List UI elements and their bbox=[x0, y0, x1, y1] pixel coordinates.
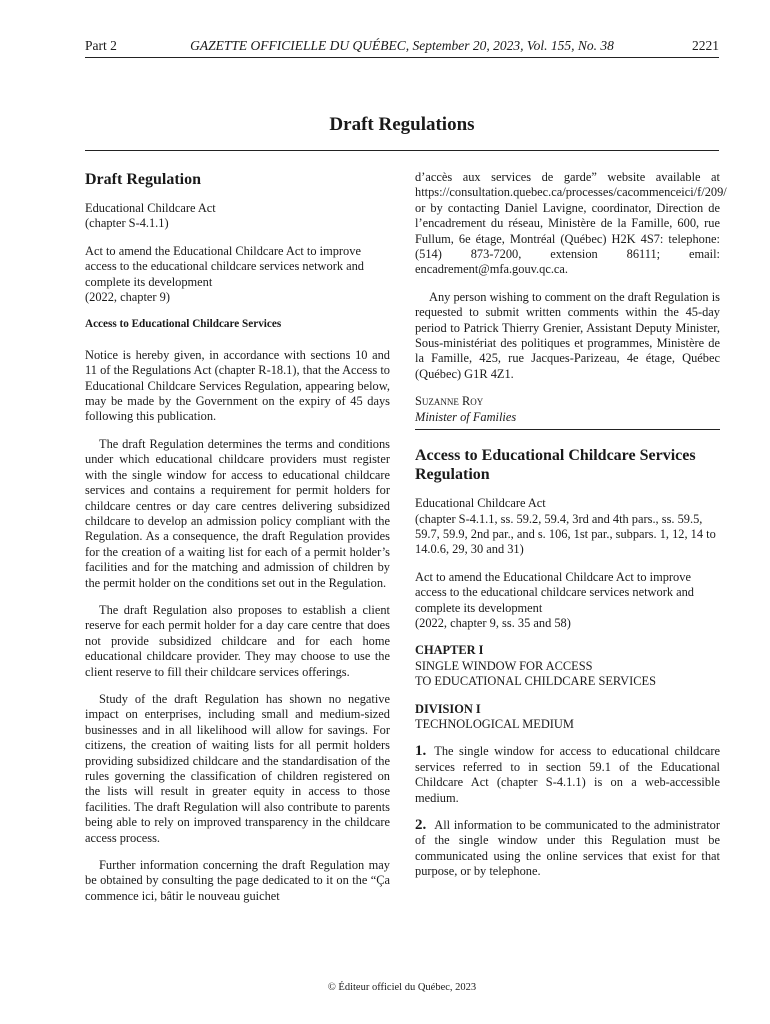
paragraph: The draft Regulation determines the terms and conditions under which educational childcare providers must register with the single window for access to educational childcare services and contains a requirement for permit holders for childcare centres or day care centres delivering subsidized childcare to develop an admission policy compliant with the Regulation. As a consequence, the draft Regulation provides for the creation of a waiting list for each of a permit holder’s facilities and for the matching and admission of children by the permit holder on the conditions set out in the Regulation. bbox=[85, 436, 390, 590]
regulation-subheading: Access to Educational Childcare Services bbox=[85, 318, 282, 331]
page-footer: © Éditeur officiel du Québec, 2023 bbox=[327, 982, 477, 993]
section-rule bbox=[85, 150, 719, 151]
signature-block bbox=[415, 394, 720, 425]
division-title: TECHNOLOGICAL MEDIUM bbox=[415, 716, 574, 731]
division-heading bbox=[415, 702, 720, 733]
header-page-number: 2221 bbox=[692, 38, 719, 53]
page-header bbox=[85, 38, 719, 56]
amending-act-reference bbox=[415, 570, 720, 632]
signature-rule bbox=[415, 429, 720, 430]
section-1 bbox=[415, 744, 720, 806]
chapter-heading bbox=[415, 643, 720, 689]
act-reference bbox=[415, 496, 720, 558]
paragraph: Any person wishing to comment on the draft Regulation is requested to submit written comments within the 45-day period to Patrick Thierry Grenier, Assistant Deputy Minister, Sous-ministériat des politiques et programmes, Ministère de la Famille, 425, rue Jacques-Parizeau, 4e étage, Québec (Québec) G1R 4Z1. bbox=[415, 289, 720, 381]
amending-act-text: Act to amend the Educational Childcare Act to improve access to the educational childcare services network and complete its development bbox=[415, 569, 695, 615]
section-2 bbox=[415, 818, 720, 880]
paragraph: Notice is hereby given, in accordance with sections 10 and 11 of the Regulations Act (chapter R-18.1), that the Access to Educational Childcare Services Regulation, appearing below, may be made by the Government on the expiry of 45 days following this publication. bbox=[85, 347, 390, 424]
paragraph: The draft Regulation also proposes to establish a client reserve for each permit holder for a day care centre that does not provide subsidized childcare and for each home educational childcare provider. They may choose to use the client reserve to fill their childcare services offerings. bbox=[85, 602, 390, 679]
section-title: Draft Regulations bbox=[329, 114, 475, 135]
regulation-heading: Access to Educational Childcare Services Regulation bbox=[415, 447, 696, 484]
act-reference bbox=[85, 201, 390, 232]
act-name: Educational Childcare Act bbox=[415, 496, 546, 511]
amending-act-chapter: (2022, chapter 9) bbox=[85, 290, 170, 305]
amending-act-chapter: (2022, chapter 9, ss. 35 and 58) bbox=[415, 615, 571, 630]
chapter-label: CHAPTER I bbox=[415, 643, 484, 658]
paragraph: Study of the draft Regulation has shown no negative impact on enterprises, including small and medium-sized businesses and in all likelihood will allow for savings. For citizens, the creation of waiting lists for all permit holders providing subsidized childcare and the standardisation of the rules governing the classification of children registered on the lists will result in greater equity in access to those facilities. The draft Regulation will also contribute to parents being able to rely on improved transparency in the childcare access process. bbox=[85, 691, 390, 845]
section-number: 1. bbox=[415, 743, 427, 760]
section-number: 2. bbox=[415, 817, 427, 833]
division-label: DIVISION I bbox=[415, 701, 481, 716]
right-column bbox=[415, 170, 727, 892]
section-text: The single window for access to educational childcare services referred to in section 59.1 of the Educational Childcare Act (chapter S-4.1.1) is on a web-accessible medium. bbox=[415, 744, 720, 805]
header-part: Part 2 bbox=[85, 38, 117, 53]
act-chapter: (chapter S-4.1.1, ss. 59.2, 59.4, 3rd and 4th pars., ss. 59.5, 59.7, 59.9, 2nd par., and s. 106, 1st par., subpars. 1, 12, 14 to 14.0.6, 29, 30 and 31) bbox=[415, 511, 716, 557]
header-rule bbox=[85, 57, 719, 58]
draft-regulation-heading: Draft Regulation bbox=[85, 171, 201, 188]
amending-act-reference bbox=[85, 244, 390, 306]
signature-name: Suzanne Roy bbox=[415, 394, 484, 409]
paragraph: Further information concerning the draft Regulation may be obtained by consulting the page dedicated to it on the “Ça commence ici, bâtir le nouveau guichet bbox=[85, 858, 390, 903]
chapter-title-line: TO EDUCATIONAL CHILDCARE SERVICES bbox=[415, 674, 656, 689]
paragraph: d’accès aux services de garde” website available at https://consultation.quebec.ca/processes/cacommenceici/f/209/ or by contacting Daniel Lavigne, coordinator, Direction de l’encadrement du réseau, Ministère de la Famille, 600, rue Fullum, 6e étage, Montréal (Québec) H2K 4S7: telephone: (514) 873-7200, extension 86111; email: encadrement@mfa.gouv.qc.ca. bbox=[415, 170, 727, 277]
section-text: All information to be communicated to the administrator of the single window under this Regulation must be communicated using the online services that exist for that purpose, or by telephone. bbox=[415, 818, 720, 879]
header-gazette-title: GAZETTE OFFICIELLE DU QUÉBEC, September 20, 2023, Vol. 155, No. 38 bbox=[190, 38, 614, 53]
left-column bbox=[85, 170, 390, 916]
signature-title: Minister of Families bbox=[415, 409, 517, 424]
act-chapter: (chapter S-4.1.1) bbox=[85, 216, 169, 231]
act-name: Educational Childcare Act bbox=[85, 201, 216, 215]
amending-act-text: Act to amend the Educational Childcare Act to improve access to the educational childcare services network and complete its development bbox=[85, 243, 365, 289]
chapter-title-line: SINGLE WINDOW FOR ACCESS bbox=[415, 658, 593, 673]
